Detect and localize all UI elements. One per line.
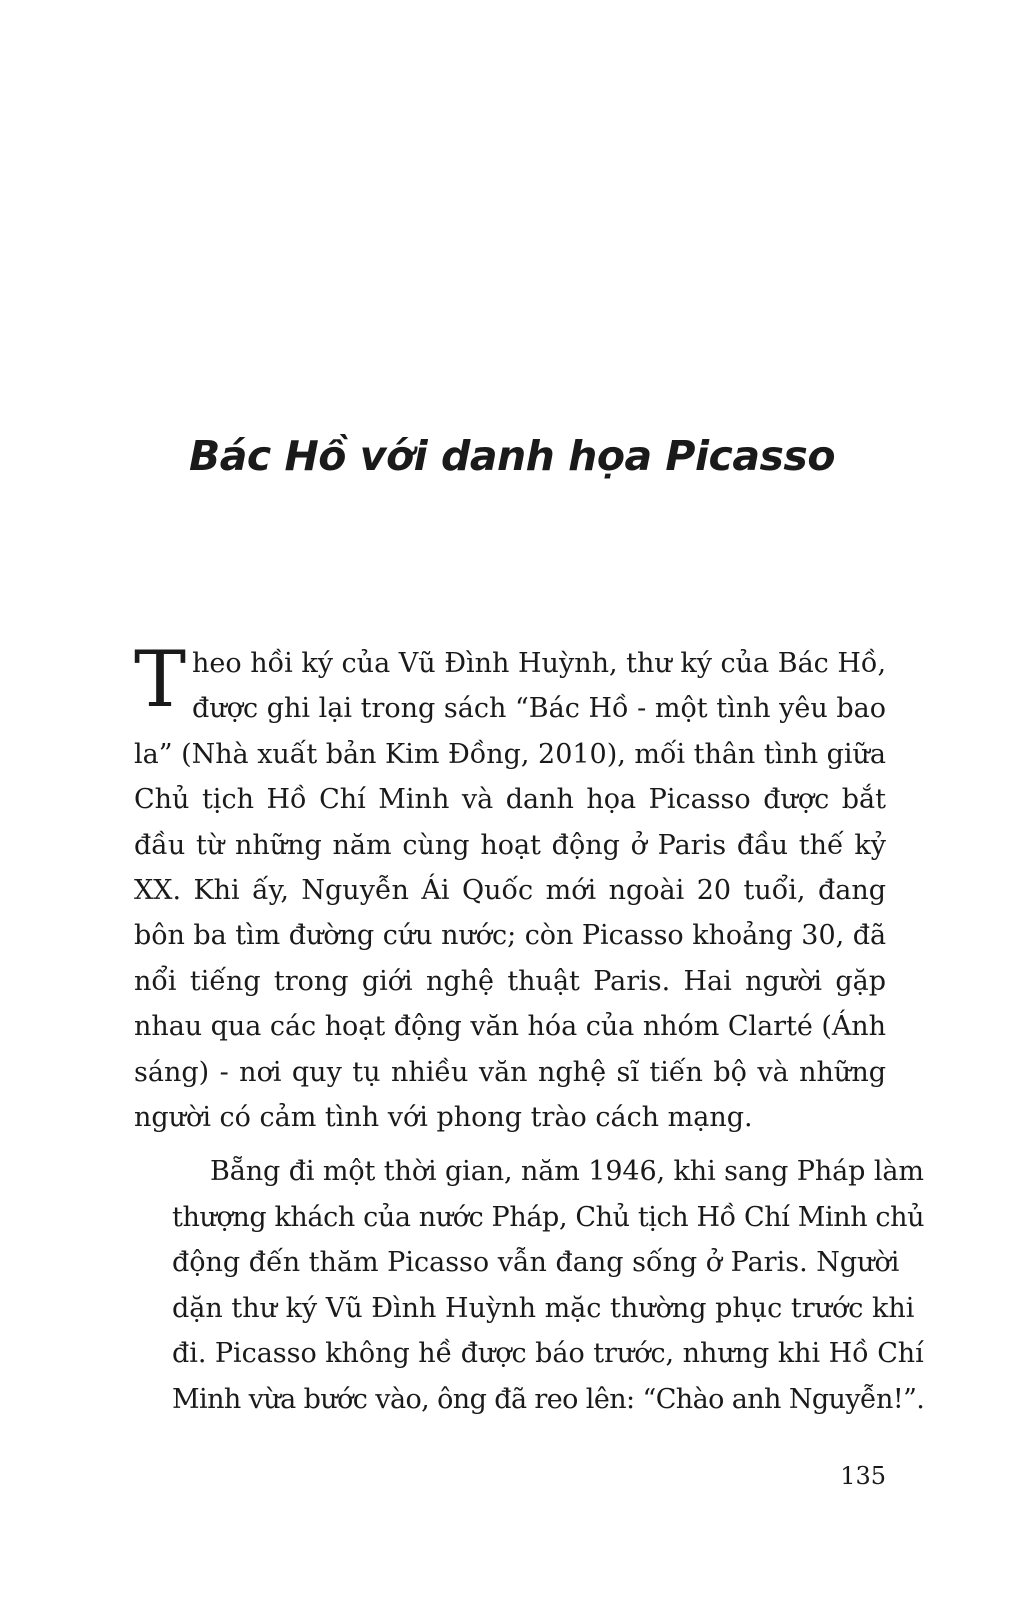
paragraph-line: nhau qua các hoạt động văn hóa của nhóm Clarté (Ánh — [134, 1011, 886, 1043]
paragraph-line: Minh vừa bước vào, ông đã reo lên: “Chào anh Nguyễn!”. — [172, 1383, 925, 1415]
paragraph-line: sáng) - nơi quy tụ nhiều văn nghệ sĩ tiến bộ và những — [134, 1056, 886, 1088]
chapter-title: Bác Hồ với danh họa Picasso — [189, 432, 835, 480]
paragraph-line: đầu từ những năm cùng hoạt động ở Paris đầu thế kỷ — [134, 829, 886, 861]
paragraph-line: động đến thăm Picasso vẫn đang sống ở Paris. Người — [172, 1247, 900, 1279]
paragraph-line: được ghi lại trong sách “Bác Hồ - một tình yêu bao — [192, 693, 886, 725]
paragraph-line: nổi tiếng trong giới nghệ thuật Paris. Hai người gặp — [134, 965, 886, 997]
body-text — [134, 635, 925, 1422]
paragraph-line: heo hồi ký của Vũ Đình Huỳnh, thư ký của Bác Hồ, — [192, 648, 887, 679]
paragraph-2 — [134, 1149, 925, 1421]
paragraph-line: Chủ tịch Hồ Chí Minh và danh họa Picasso được bắt — [134, 784, 886, 816]
paragraph-line: XX. Khi ấy, Nguyễn Ái Quốc mới ngoài 20 tuổi, đang — [134, 875, 886, 907]
drop-cap: T — [134, 635, 187, 725]
page-number: 135 — [840, 1462, 886, 1490]
paragraph-1 — [134, 635, 887, 1140]
paragraph-line: Bẵng đi một thời gian, năm 1946, khi sang Pháp làm — [210, 1156, 924, 1188]
paragraph-line: đi. Picasso không hề được báo trước, nhưng khi Hồ Chí — [172, 1338, 924, 1370]
paragraph-line: người có cảm tình với phong trào cách mạng. — [134, 1102, 753, 1134]
paragraph-line: dặn thư ký Vũ Đình Huỳnh mặc thường phục trước khi — [172, 1292, 915, 1324]
paragraph-line: bôn ba tìm đường cứu nước; còn Picasso khoảng 30, đã — [134, 920, 886, 952]
paragraph-line: la” (Nhà xuất bản Kim Đồng, 2010), mối thân tình giữa — [134, 738, 886, 770]
paragraph-line: thượng khách của nước Pháp, Chủ tịch Hồ Chí Minh chủ — [172, 1201, 925, 1233]
